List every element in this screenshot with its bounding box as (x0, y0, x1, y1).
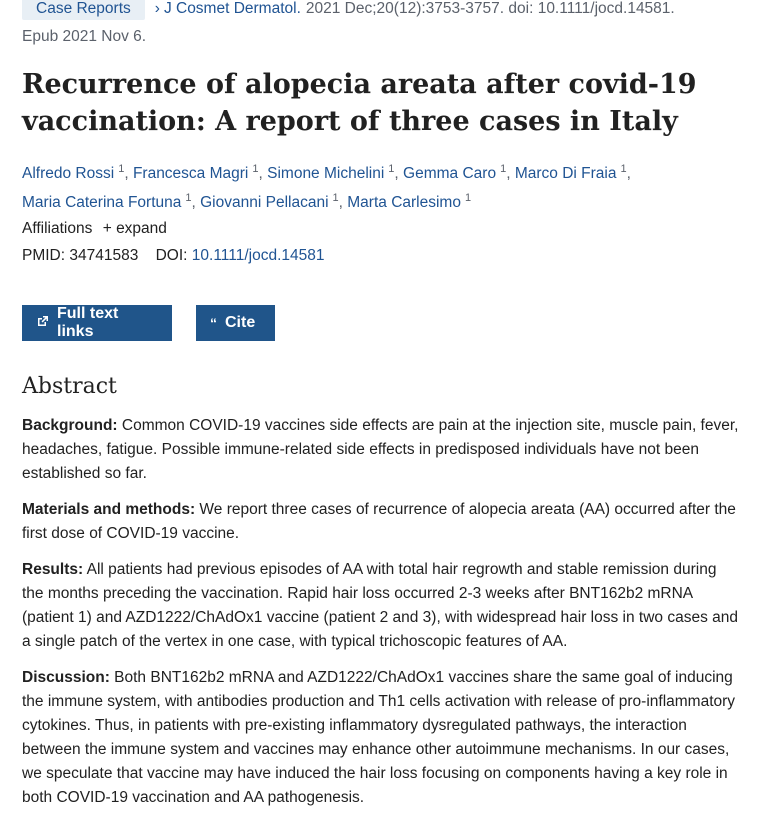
author-affiliation-ref[interactable]: 1 (332, 192, 339, 205)
author (403, 165, 506, 182)
external-link-icon (36, 315, 49, 331)
author-link[interactable]: Giovanni Pellacani (200, 194, 329, 212)
author-link[interactable]: Simone Michelini (267, 165, 385, 183)
chevron-right-icon: › (154, 0, 160, 17)
pmid-value: 34741583 (69, 247, 139, 264)
pmid-label: PMID: (22, 247, 66, 264)
affiliations-label: Affiliations (22, 220, 93, 237)
author-affiliation-ref[interactable]: 1 (388, 163, 395, 175)
author (133, 165, 259, 182)
section-label: Materials and methods: (22, 501, 196, 518)
citation-text: 2021 Dec;20(12):3753-3757. doi: 10.1111/jocd.14581. (305, 0, 675, 17)
section-text: We report three cases of recurrence of alopecia areata (AA) occurred after the first dose of COVID-19 vaccine. (22, 501, 736, 542)
abstract-heading: Abstract (22, 374, 117, 399)
abstract-section-background (22, 414, 742, 486)
article-identifiers (22, 247, 325, 265)
abstract-section-discussion (22, 666, 742, 810)
full-text-links-button[interactable] (22, 305, 172, 341)
abstract-section-results (22, 558, 742, 654)
author-affiliation-ref[interactable]: 1 (500, 163, 507, 175)
author-link[interactable]: Alfredo Rossi (22, 165, 115, 183)
author-link[interactable]: Francesca Magri (132, 165, 249, 183)
epub-date: Epub 2021 Nov 6. (22, 28, 147, 45)
quote-icon: “ (210, 315, 217, 331)
author-link[interactable]: Marco Di Fraia (514, 165, 617, 183)
article-source (22, 0, 675, 22)
author-link[interactable]: Marta Carlesimo (347, 194, 461, 212)
abstract-section-methods (22, 498, 742, 546)
author (22, 194, 192, 211)
author (267, 165, 394, 182)
publication-type-badge[interactable]: Case Reports (22, 0, 145, 20)
doi-label: DOI: (155, 247, 188, 264)
author-affiliation-ref[interactable]: 1 (118, 163, 125, 175)
journal-link[interactable]: J Cosmet Dermatol. (163, 0, 301, 17)
section-label: Background: (22, 417, 118, 434)
author (22, 165, 124, 182)
full-text-links-label: Full text links (57, 305, 119, 340)
plus-icon: + (102, 220, 112, 237)
expand-label: expand (116, 220, 167, 237)
section-text: All patients had previous episodes of AA with total hair regrowth and stable remission during the months preceding the vaccination. Rapid hair loss occurred 2-3 weeks after BNT162b2 mRNA (patient 1) and AZD1222/ChAdOx1 vaccine (patient 2 and 3), with widespread hair loss in two cases and a single patch of the vertex in one case, with typical trichoscopic features of AA. (22, 561, 738, 650)
author-link[interactable]: Maria Caterina Fortuna (22, 194, 182, 212)
author (347, 194, 471, 211)
cite-button[interactable] (196, 305, 275, 341)
author-list: Alfredo Rossi $^1$, Francesca Magri $^1$, Simone Michelini $^1$, Gemma Caro $^1$, Marco Di Fraia $^1$, Maria Caterina Fortuna $^1$, Giovanni Pellacani $^1$, Marta Carlesimo $^1$ (22, 163, 631, 212)
author-affiliation-ref[interactable]: 1 (620, 163, 627, 175)
author-link[interactable]: Gemma Caro (403, 165, 497, 183)
section-label: Results: (22, 561, 84, 578)
author-affiliation-ref[interactable]: 1 (252, 163, 259, 175)
author (515, 165, 627, 182)
doi-link[interactable]: 10.1111/jocd.14581 (191, 247, 325, 264)
author-affiliation-ref[interactable]: 1 (185, 192, 192, 205)
section-label: Discussion: (22, 669, 110, 686)
cite-label: Cite (225, 314, 256, 331)
author-affiliation-ref[interactable]: 1 (464, 192, 472, 205)
section-text: Common COVID-19 vaccines side effects are pain at the injection site, muscle pain, fever, headaches, fatigue. Possible immune-related side effects in predisposed individuals have not been established so far. (22, 417, 739, 482)
affiliations-toggle[interactable] (22, 220, 167, 238)
article-title: Recurrence of alopecia areata after covid-19 vaccination: A report of three cases in Italy (22, 69, 697, 137)
section-text: Both BNT162b2 mRNA and AZD1222/ChAdOx1 vaccines share the same goal of inducing the immune system, with antibodies production and Th1 cells activation with release of pro-inflammatory cytokines. Thus, in patients with pre-existing inflammatory dysregulated pathways, the interaction between the immune system and vaccines may enhance other autoimmune mechanisms. In our cases, we speculate that vaccine may have induced the hair loss focusing on components having a key role in both COVID-19 vaccination and AA pathogenesis. (22, 669, 736, 806)
author (200, 194, 339, 211)
abstract-body (22, 414, 742, 822)
